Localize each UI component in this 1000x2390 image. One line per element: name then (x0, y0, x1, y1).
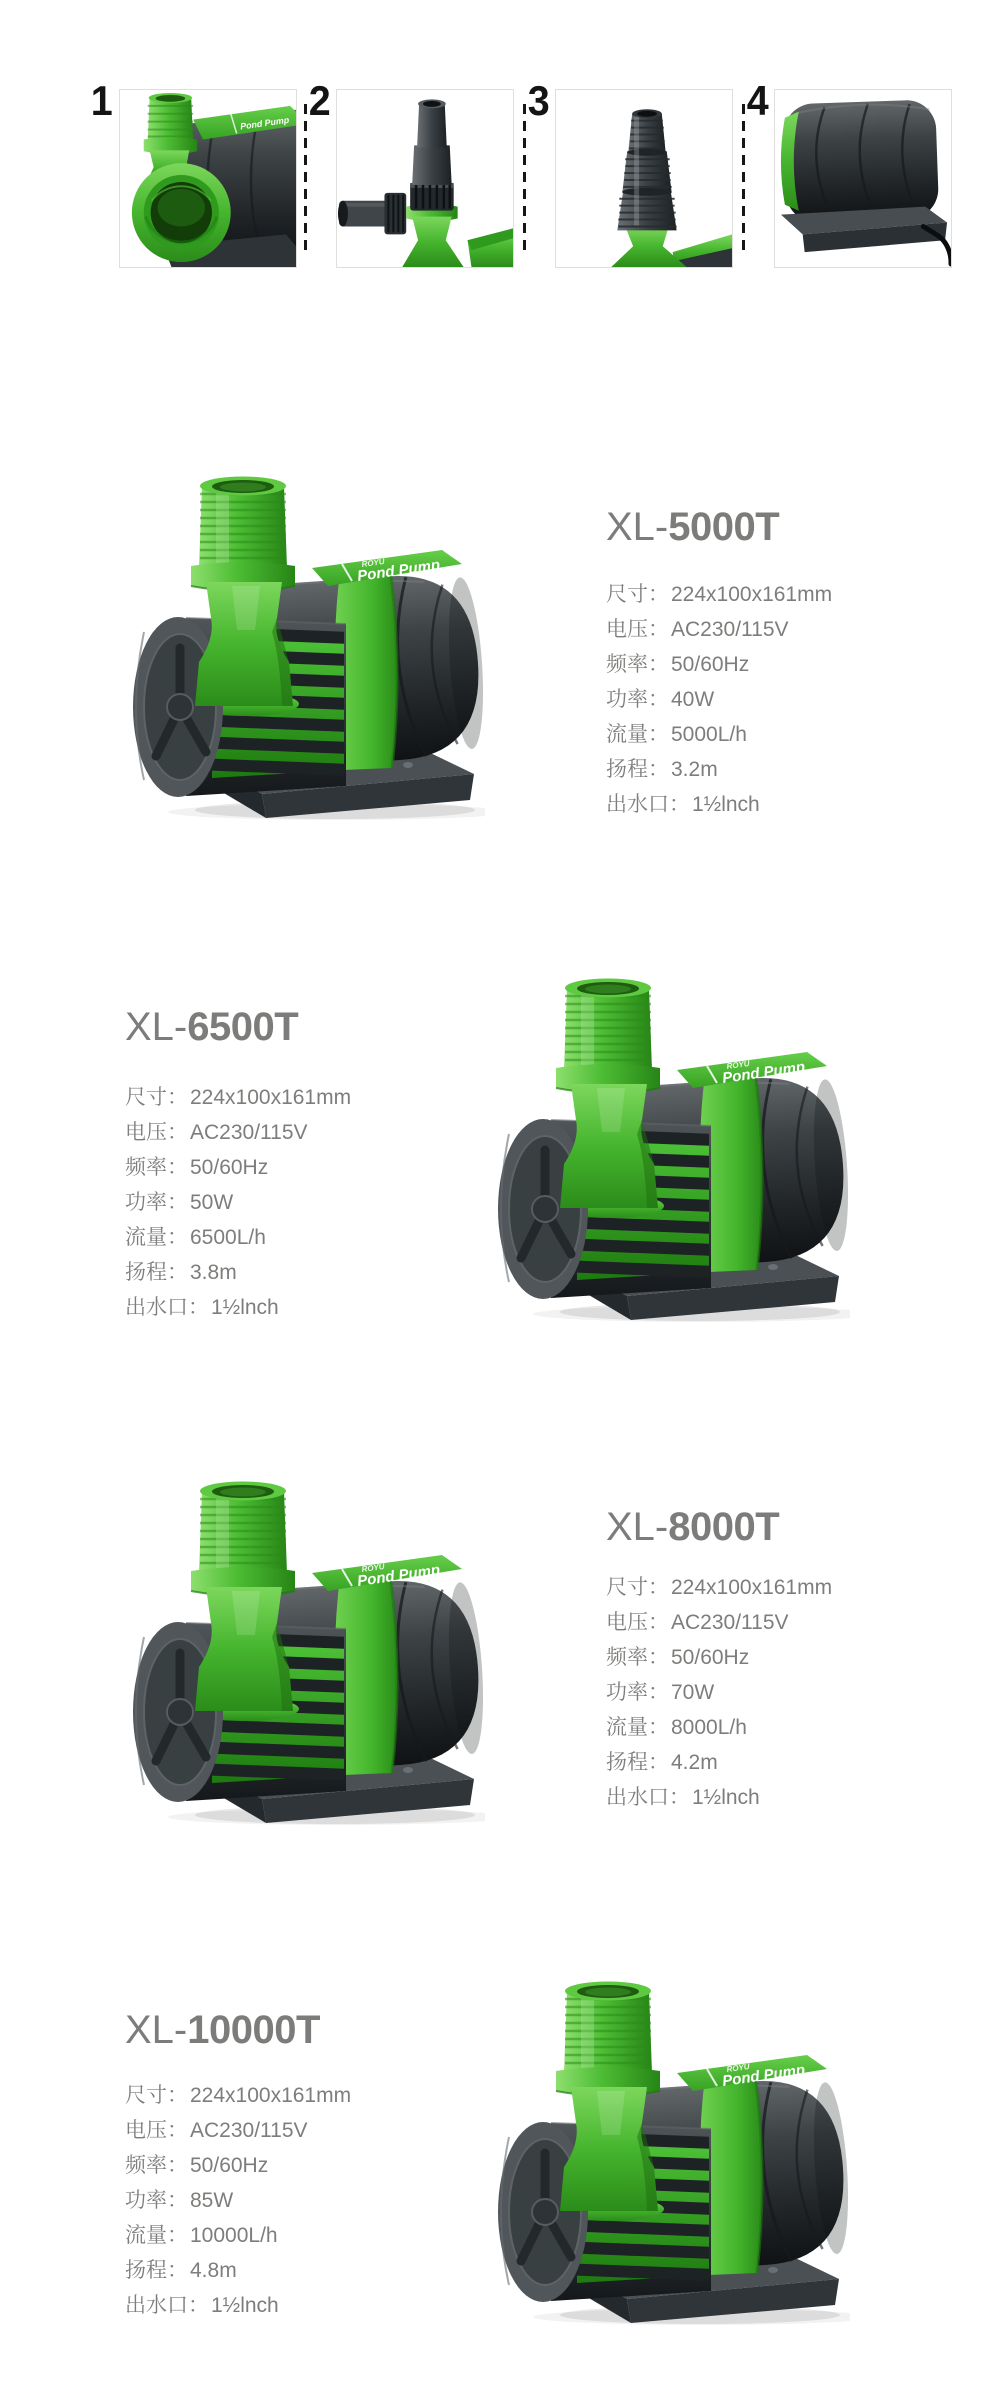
pump-front-closeup-icon (120, 90, 296, 267)
spec-label: 流量： (606, 1716, 669, 1739)
spec-row (125, 1080, 351, 1115)
spec-label: 频率： (606, 653, 669, 676)
spec-value: 50/60Hz (190, 2154, 269, 2177)
model-prefix: XL- (125, 1005, 188, 1049)
thumb-band-title: Pond Pump (239, 114, 290, 132)
spec-value: 50/60Hz (671, 1646, 750, 1669)
spec-value: 70W (671, 1681, 715, 1704)
pump-rear-cable-icon (775, 90, 951, 267)
spec-row (125, 2113, 351, 2148)
spec-value: AC230/115V (190, 2119, 308, 2142)
thumbnail-photo-1 (119, 89, 297, 268)
spec-label: 电压： (606, 1611, 669, 1634)
spec-label: 出水口： (606, 793, 690, 816)
spec-label: 频率： (125, 1156, 188, 1179)
spec-row (125, 1185, 351, 1220)
thumbnail-photo-4 (774, 89, 952, 268)
product-model-title (125, 2006, 320, 2054)
product-model-title (606, 503, 779, 551)
spec-row (125, 2253, 351, 2288)
spec-list (125, 2078, 351, 2323)
stepped-hose-adapter-icon (556, 90, 732, 267)
thumbnail-number-4: 4 (746, 77, 769, 124)
product-model-title (125, 1003, 298, 1051)
spec-row (606, 787, 832, 822)
spec-label: 流量： (125, 1226, 188, 1249)
spec-row (606, 717, 832, 752)
spec-value: 4.8m (190, 2259, 237, 2282)
spec-row (606, 577, 832, 612)
spec-value: AC230/115V (671, 618, 789, 641)
spec-row (606, 1710, 832, 1745)
spec-value: 224x100x161mm (190, 1086, 352, 1109)
spec-row (606, 1780, 832, 1815)
spec-row (125, 1150, 351, 1185)
model-number: 10000T (187, 2008, 320, 2052)
spec-value: 1½lnch (211, 1296, 279, 1319)
thumbnail-number-3: 3 (527, 77, 550, 124)
spec-label: 功率： (125, 1191, 188, 1214)
spec-value: 4.2m (671, 1751, 718, 1774)
spec-row (125, 2183, 351, 2218)
model-prefix: XL- (606, 505, 669, 549)
spec-value: AC230/115V (671, 1611, 789, 1634)
spec-list (606, 1570, 832, 1815)
spec-value: 1½lnch (211, 2294, 279, 2317)
thumbnail-photo-2 (336, 89, 514, 268)
spec-label: 尺寸： (606, 583, 669, 606)
model-number: 8000T (668, 1505, 780, 1549)
spec-label: 扬程： (125, 2259, 188, 2282)
product-model-title (606, 1503, 779, 1551)
spec-row (606, 1675, 832, 1710)
spec-row (606, 1570, 832, 1605)
spec-label: 流量： (125, 2224, 188, 2247)
model-number: 6500T (187, 1005, 299, 1049)
spec-label: 尺寸： (125, 1086, 188, 1109)
model-number: 5000T (668, 505, 780, 549)
spec-label: 尺寸： (125, 2084, 188, 2107)
spec-row (125, 1220, 351, 1255)
spec-row (606, 752, 832, 787)
spec-label: 电压： (606, 618, 669, 641)
product-photo-pump (90, 468, 485, 820)
spec-value: 85W (190, 2189, 234, 2212)
spec-label: 流量： (606, 723, 669, 746)
spec-label: 功率： (606, 1681, 669, 1704)
spec-value: 224x100x161mm (671, 1576, 833, 1599)
spec-label: 功率： (606, 688, 669, 711)
spec-value: 40W (671, 688, 715, 711)
spec-row (125, 1255, 351, 1290)
spec-label: 频率： (125, 2154, 188, 2177)
spec-value: 6500L/h (190, 1226, 266, 1249)
spec-value: 50/60Hz (671, 653, 750, 676)
product-photo-pump (455, 1973, 850, 2325)
spec-value: 50/60Hz (190, 1156, 269, 1179)
spec-label: 电压： (125, 1121, 188, 1144)
spec-row (606, 1640, 832, 1675)
spec-value: 10000L/h (190, 2224, 278, 2247)
spec-row (606, 682, 832, 717)
spec-row (606, 612, 832, 647)
spec-label: 扬程： (606, 758, 669, 781)
spec-row (125, 2288, 351, 2323)
spec-row (125, 2218, 351, 2253)
spec-row (125, 2078, 351, 2113)
dashed-divider (742, 104, 745, 252)
spec-label: 频率： (606, 1646, 669, 1669)
product-photo-pump (90, 1473, 485, 1825)
spec-list (606, 577, 832, 822)
spec-row (125, 2148, 351, 2183)
spec-value: 224x100x161mm (190, 2084, 352, 2107)
thumbnail-number-2: 2 (308, 77, 331, 124)
dashed-divider (304, 104, 307, 252)
spec-label: 尺寸： (606, 1576, 669, 1599)
spec-value: AC230/115V (190, 1121, 308, 1144)
thumbnail-photo-3 (555, 89, 733, 268)
spec-value: 1½lnch (692, 1786, 760, 1809)
spec-row (125, 1115, 351, 1150)
spec-value: 5000L/h (671, 723, 747, 746)
spec-row (125, 1290, 351, 1325)
spec-value: 8000L/h (671, 1716, 747, 1739)
spec-row (606, 1605, 832, 1640)
spec-label: 扬程： (125, 1261, 188, 1284)
spec-value: 3.8m (190, 1261, 237, 1284)
spec-row (606, 1745, 832, 1780)
spec-label: 出水口： (606, 1786, 690, 1809)
thumbnail-number-1: 1 (90, 77, 113, 124)
model-prefix: XL- (606, 1505, 669, 1549)
spec-value: 3.2m (671, 758, 718, 781)
spec-label: 电压： (125, 2119, 188, 2142)
spec-value: 224x100x161mm (671, 583, 833, 606)
spec-value: 1½lnch (692, 793, 760, 816)
spec-label: 出水口： (125, 1296, 209, 1319)
dashed-divider (523, 104, 526, 252)
spec-label: 扬程： (606, 1751, 669, 1774)
spec-label: 功率： (125, 2189, 188, 2212)
spec-row (606, 647, 832, 682)
spec-label: 出水口： (125, 2294, 209, 2317)
spec-list (125, 1080, 351, 1325)
product-photo-pump (455, 970, 850, 1322)
model-prefix: XL- (125, 2008, 188, 2052)
spec-value: 50W (190, 1191, 234, 1214)
outlet-nozzle-adapter-icon (337, 90, 513, 267)
